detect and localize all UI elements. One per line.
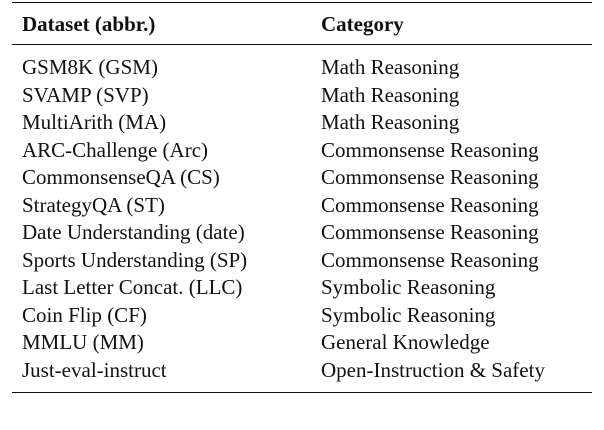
dataset-cell: ARC-Challenge (Arc) [22,137,209,162]
dataset-cell: GSM8K (GSM) [22,55,158,79]
table-top-rule [12,2,592,3]
category-cell: Math Reasoning [321,55,460,79]
table-header-row [0,9,604,39]
table-row [0,302,604,330]
dataset-cell: Last Letter Concat. (LLC) [22,275,243,299]
category-cell: General Knowledge [321,330,490,354]
dataset-cell: Sports Understanding (SP) [22,247,248,272]
category-cell: Commonsense Reasoning [321,165,539,189]
category-cell: Commonsense Reasoning [321,247,539,272]
table-row [0,164,604,192]
dataset-cell: SVAMP (SVP) [22,82,149,107]
dataset-cell: StrategyQA (ST) [22,192,165,217]
dataset-cell: Date Understanding (date) [22,220,245,244]
dataset-cell: Coin Flip (CF) [22,302,147,327]
table-body [0,54,604,384]
table-header-rule [12,44,592,45]
table-row [0,274,604,302]
table-row [0,247,604,275]
dataset-cell: MultiArith (MA) [22,110,167,134]
table-bottom-rule [12,392,592,393]
table-row [0,192,604,220]
category-cell: Open-Instruction & Safety [321,357,545,382]
category-cell: Symbolic Reasoning [321,275,496,299]
dataset-cell: CommonsenseQA (CS) [22,165,220,189]
category-cell: Commonsense Reasoning [321,137,539,162]
dataset-cell: MMLU (MM) [22,330,144,354]
table-row [0,357,604,385]
table-row [0,109,604,137]
category-cell: Math Reasoning [321,110,460,134]
dataset-cell: Just-eval-instruct [22,357,167,382]
table-row [0,82,604,110]
category-cell: Math Reasoning [321,82,460,107]
header-dataset: Dataset (abbr.) [22,12,156,36]
table-row [0,54,604,82]
category-cell: Commonsense Reasoning [321,192,539,217]
table-row [0,137,604,165]
category-cell: Commonsense Reasoning [321,220,539,244]
table-row [0,329,604,357]
table-row [0,219,604,247]
header-category: Category [321,12,404,36]
category-cell: Symbolic Reasoning [321,302,496,327]
